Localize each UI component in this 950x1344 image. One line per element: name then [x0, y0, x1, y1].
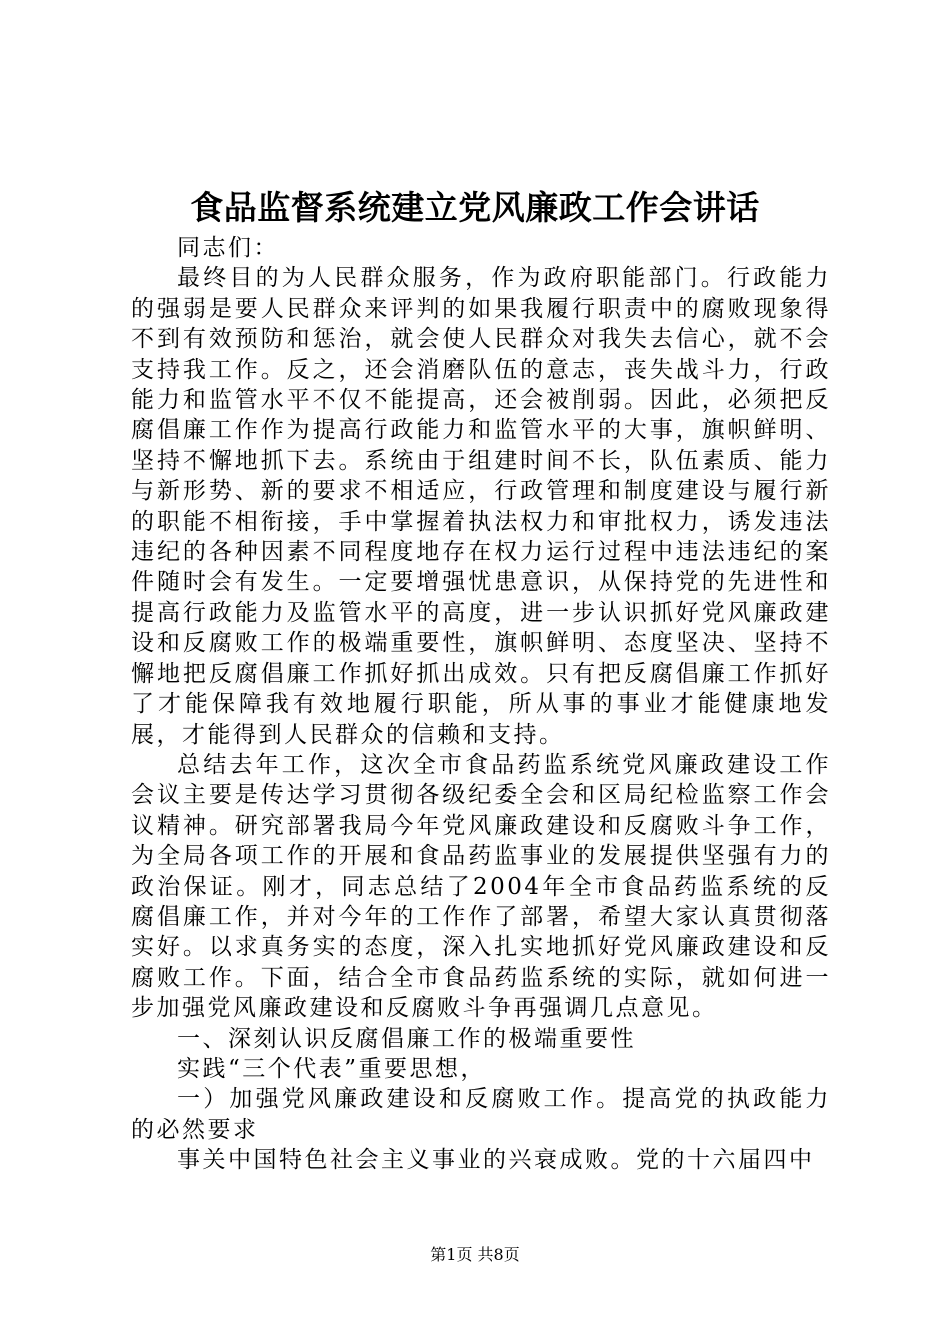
section-heading: 一、深刻认识反腐倡廉工作的极端重要性 [177, 1025, 636, 1052]
subsection-heading: 一）加强党风廉政建设和反腐败工作。提高党的执政能力的必然要求 [131, 1086, 831, 1143]
paragraph: 实践“三个代表”重要思想， [177, 1055, 487, 1082]
document-body [131, 233, 831, 1176]
paragraph: 事关中国特色社会主义事业的兴衰成败。党的十六届四中 [177, 1147, 815, 1174]
paragraph: 最终目的为人民群众服务，作为政府职能部门。行政能力的强弱是要人民群众来评判的如果我履行职责中的腐败现象得不到有效预防和惩治，就会使人民群众对我失去信心，就不会支持我工作。反之，还会消磨队伍的意志，丧失战斗力，行政能力和监管水平不仅不能提高，还会被削弱。因此，必须把反腐倡廉工作作为提高行政能力和监管水平的大事，旗帜鲜明、坚持不懈地抓下去。系统由于组建时间不长，队伍素质、能力与新形势、新的要求不相适应，行政管理和制度建设与履行新的职能不相衔接，手中掌握着执法权力和审批权力，诱发违法违纪的各种因素不同程度地存在权力运行过程中违法违纪的案件随时会有发生。一定要增强忧患意识，从保持党的先进性和提高行政能力及监管水平的高度，进一步认识抓好党风廉政建设和反腐败工作的极端重要性，旗帜鲜明、态度坚决、坚持不懈地把反腐倡廉工作抓好抓出成效。只有把反腐倡廉工作抓好了才能保障我有效地履行职能，所从事的事业才能健康地发展，才能得到人民群众的信赖和支持。 [131, 265, 831, 748]
document-title: 食品监督系统建立党风廉政工作会讲话 [190, 188, 760, 227]
page-number: 第1页 共8页 [430, 1245, 520, 1264]
salutation: 同志们： [177, 235, 279, 261]
paragraph: 总结去年工作，这次全市食品药监系统党风廉政建设工作会议主要是传达学习贯彻各级纪委全会和区局纪检监察工作会议精神。研究部署我局今年党风廉政建设和反腐败斗争工作，为全局各项工作的开展和食品药监事业的发展提供坚强有力的政治保证。刚才，同志总结了2004年全市食品药监系统的反腐倡廉工作，并对今年的工作作了部署，希望大家认真贯彻落实好。以求真务实的态度，深入扎实地抓好党风廉政建设和反腐败工作。下面，结合全市食品药监系统的实际，就如何进一步加强党风廉政建设和反腐败斗争再强调几点意见。 [131, 751, 831, 1022]
